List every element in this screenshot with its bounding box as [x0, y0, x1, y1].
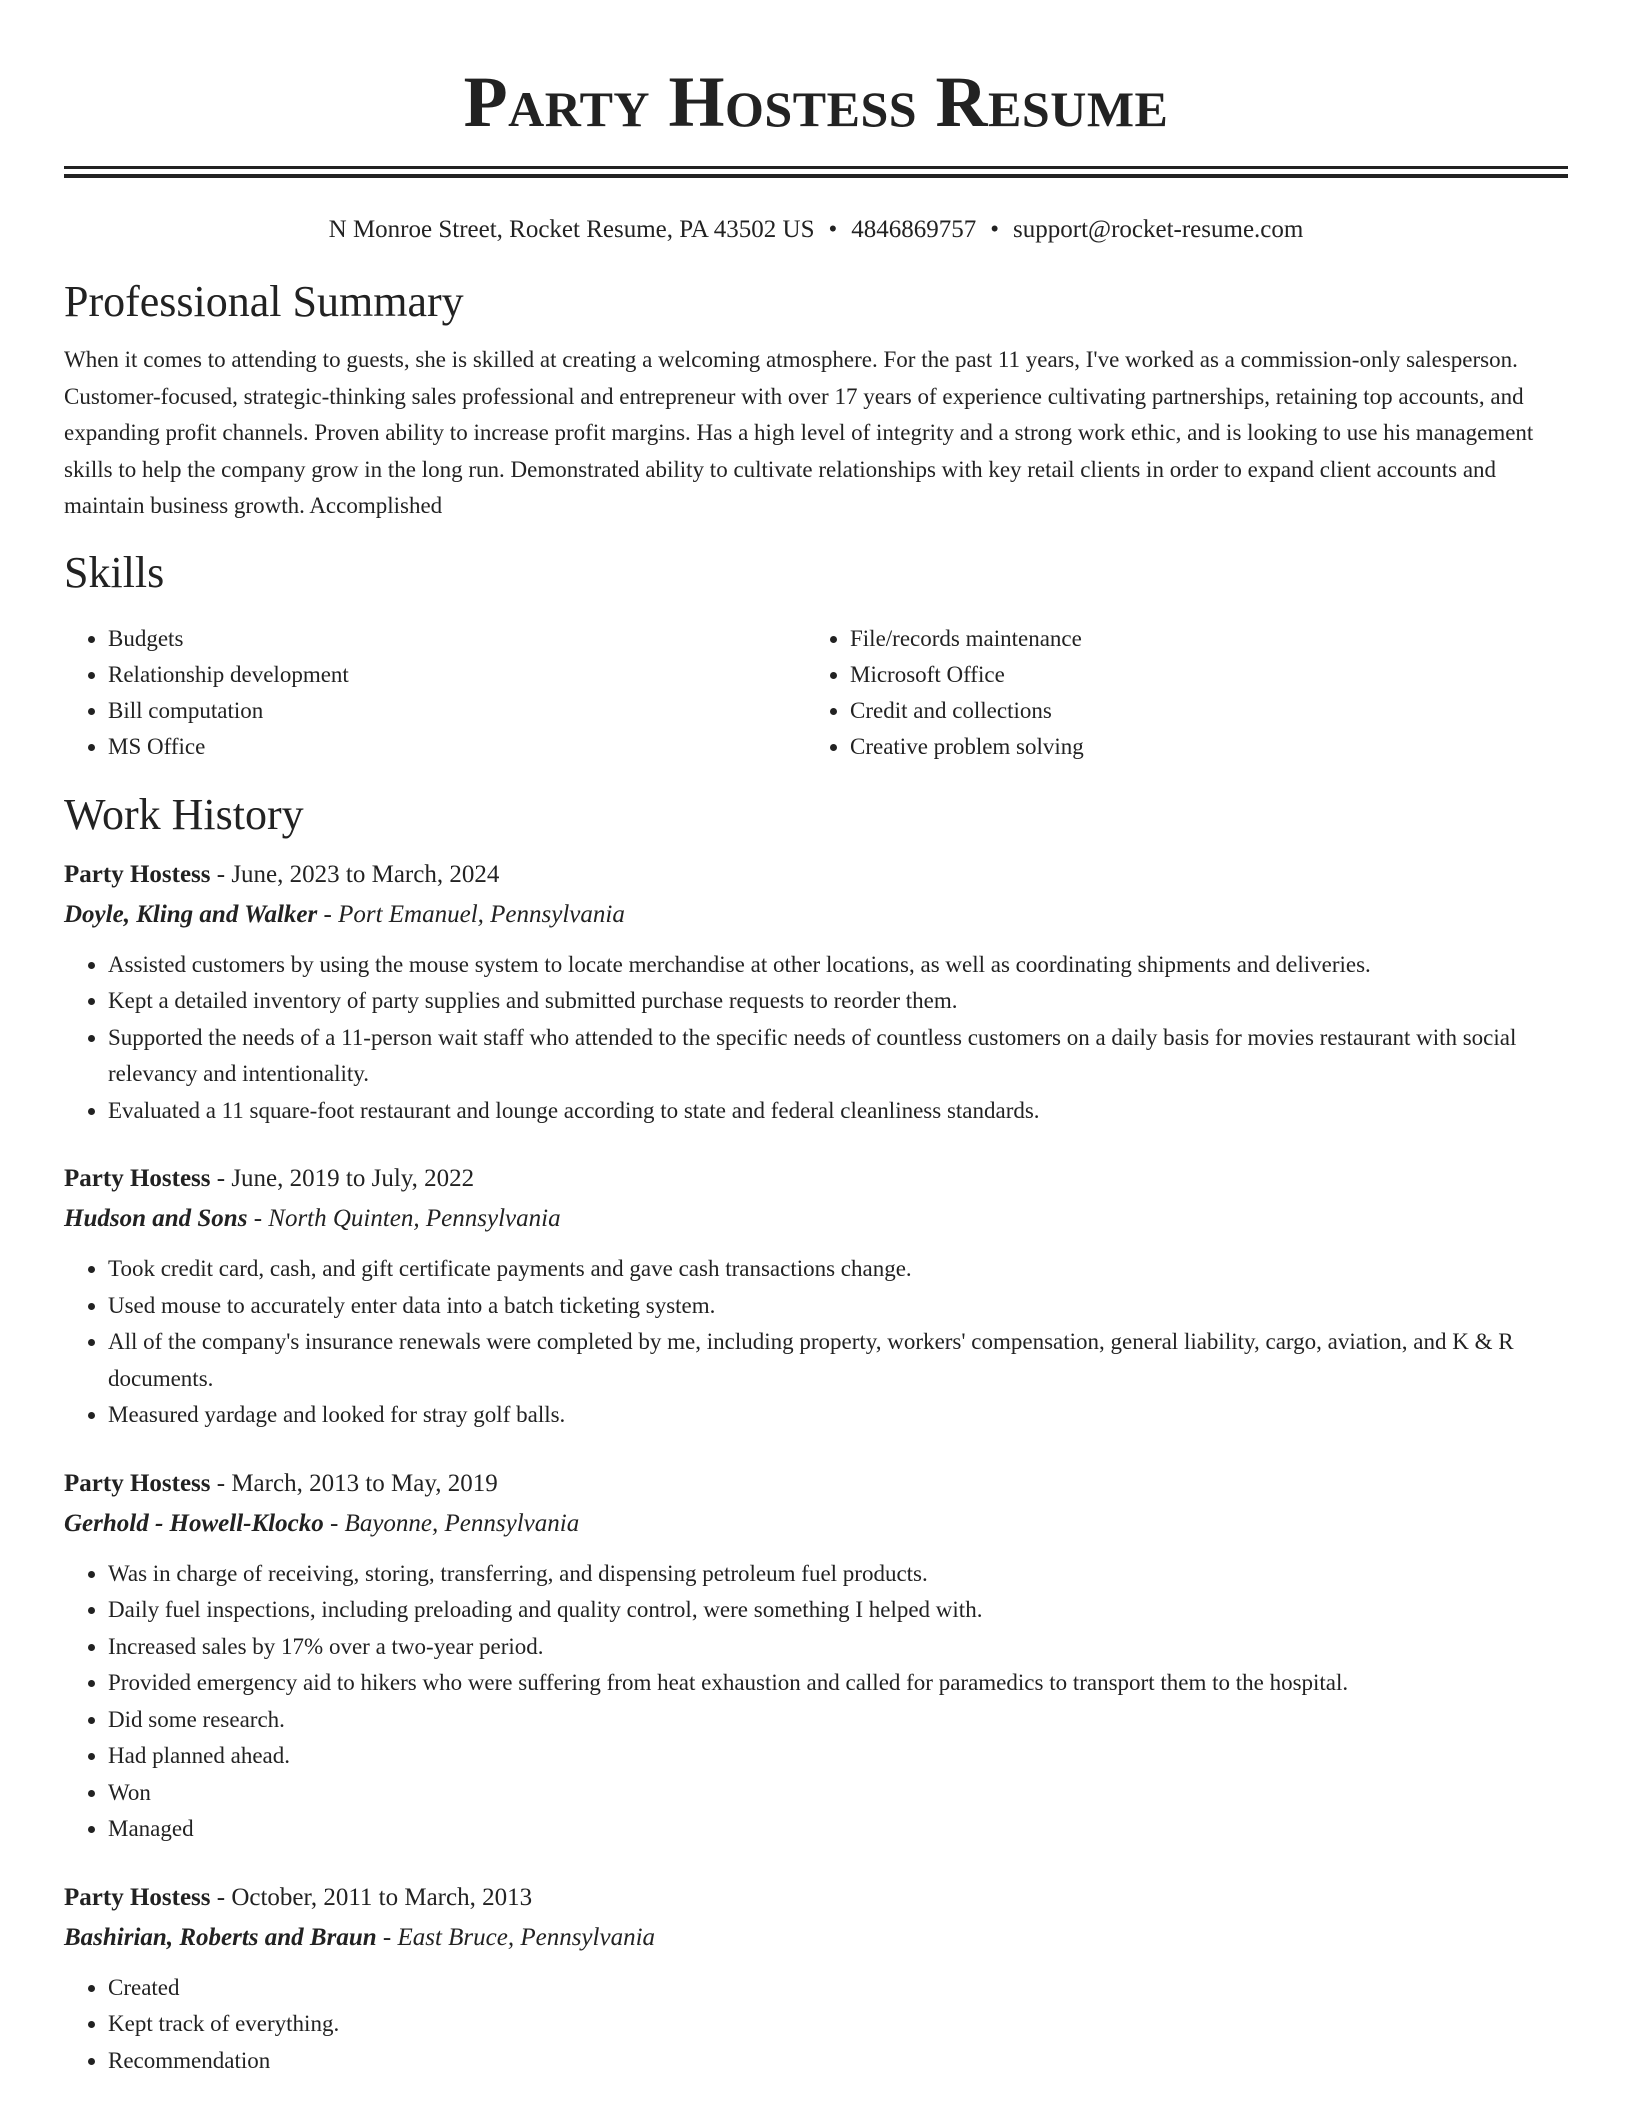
- job-title-line: [64, 855, 1568, 895]
- contact-phone: 4846869757: [851, 216, 977, 243]
- skill-item: • Creative problem solving: [850, 729, 1548, 765]
- title-rule-top: [64, 166, 1568, 169]
- title-rule-bottom: [64, 174, 1568, 178]
- job-bullet: • Daily fuel inspections, including preloading and quality control, were something I helped with.: [108, 1592, 1568, 1629]
- job-bullet: • Recommendation: [108, 2043, 1568, 2080]
- job-location: - Bayonne, Pennsylvania: [323, 1509, 580, 1537]
- contact-address: N Monroe Street, Rocket Resume, PA 43502 US: [328, 216, 815, 243]
- skill-item: • Credit and collections: [850, 693, 1548, 729]
- job-location: - North Quinten, Pennsylvania: [247, 1205, 561, 1232]
- job-company-line: [64, 1199, 1568, 1239]
- job-bullet: • Measured yardage and looked for stray golf balls.: [108, 1397, 1568, 1434]
- job-bullets: [64, 1556, 1568, 1848]
- job-title-line: [64, 1159, 1568, 1199]
- job-bullet: • Had planned ahead.: [108, 1738, 1568, 1775]
- job-bullet: • Kept track of everything.: [108, 2006, 1568, 2043]
- job-bullet: • Kept a detailed inventory of party supplies and submitted purchase requests to reorder them.: [108, 983, 1568, 1020]
- job-bullet: • All of the company's insurance renewals were completed by me, including property, workers' compensation, general liability, cargo, aviation, and K & R documents.: [108, 1324, 1568, 1397]
- job-entry: [64, 1159, 1568, 1434]
- job-entry: [64, 855, 1568, 1130]
- job-bullet: • Won: [108, 1775, 1568, 1812]
- job-dates: - March, 2013 to May, 2019: [210, 1469, 498, 1497]
- job-entry: [64, 1464, 1568, 1848]
- job-role: Party Hostess: [64, 1165, 211, 1192]
- job-company: Doyle, Kling and Walker: [64, 900, 318, 928]
- work-history-heading: Work History: [64, 789, 304, 839]
- skill-item: • Bill computation: [108, 693, 806, 729]
- job-bullet: • Supported the needs of a 11-person wait staff who attended to the specific needs of countless customers on a daily basis for movies restaurant with social relevancy and intentionality.: [108, 1020, 1568, 1093]
- resume-title: Party Hostess Resume: [463, 62, 1169, 142]
- skill-item: • Relationship development: [108, 657, 806, 693]
- job-location: - Port Emanuel, Pennsylvania: [317, 900, 625, 928]
- job-bullet: • Evaluated a 11 square-foot restaurant and lounge according to state and federal cleanliness standards.: [108, 1093, 1568, 1130]
- summary-heading: Professional Summary: [64, 277, 464, 326]
- job-company: Hudson and Sons: [64, 1205, 248, 1232]
- job-role: Party Hostess: [64, 860, 211, 888]
- job-dates: - June, 2023 to March, 2024: [210, 860, 500, 888]
- skill-item: • MS Office: [108, 729, 806, 765]
- job-company-line: [64, 1504, 1568, 1544]
- job-location: - East Bruce, Pennsylvania: [376, 1923, 656, 1951]
- job-title-line: [64, 1464, 1568, 1504]
- contact-separator: •: [828, 216, 838, 243]
- skill-item: • File/records maintenance: [850, 621, 1548, 657]
- skill-item: • Budgets: [108, 621, 806, 657]
- job-title-line: [64, 1878, 1568, 1918]
- skills-column-left: [64, 621, 806, 765]
- job-company-line: [64, 1918, 1568, 1958]
- job-bullet: • Assisted customers by using the mouse system to locate merchandise at other locations, as well as coordinating shipments and deliveries.: [108, 947, 1568, 984]
- job-bullets: [64, 947, 1568, 1130]
- contact-line: [64, 214, 1568, 246]
- skills-heading: Skills: [64, 547, 165, 597]
- job-role: Party Hostess: [64, 1469, 211, 1497]
- contact-email: support@rocket-resume.com: [1013, 216, 1304, 243]
- job-bullet: • Provided emergency aid to hikers who were suffering from heat exhaustion and called for paramedics to transport them to the hospital.: [108, 1665, 1568, 1702]
- job-bullet: • Created: [108, 1970, 1568, 2007]
- job-bullet: • Managed: [108, 1811, 1568, 1848]
- summary-text: When it comes to attending to guests, she is skilled at creating a welcoming atmosphere. For the past 11 years, I've worked as a commission-only salesperson. Customer-focused, strategic-thinking sales professional and entrepreneur with over 17 years of experience cultivating partnerships, retaining top accounts, and expanding profit channels. Proven ability to increase profit margins. Has a high level of integrity and a strong work ethic, and is looking to use his management skills to help the company grow in the long run. Demonstrated ability to cultivate relationships with key retail clients in order to expand client accounts and maintain business growth. Accomplished: [64, 347, 1534, 518]
- job-company-line: [64, 895, 1568, 935]
- job-company: Gerhold - Howell-Klocko: [64, 1509, 324, 1537]
- resume-page: [64, 0, 1568, 2079]
- job-bullets: [64, 1251, 1568, 1434]
- job-dates: - June, 2019 to July, 2022: [210, 1165, 475, 1192]
- job-bullet: • Was in charge of receiving, storing, transferring, and dispensing petroleum fuel products.: [108, 1556, 1568, 1593]
- job-company: Bashirian, Roberts and Braun: [64, 1923, 377, 1951]
- skill-item: • Microsoft Office: [850, 657, 1548, 693]
- job-bullets: [64, 1970, 1568, 2080]
- job-bullet: • Took credit card, cash, and gift certificate payments and gave cash transactions change.: [108, 1251, 1568, 1288]
- job-bullet: • Used mouse to accurately enter data into a batch ticketing system.: [108, 1288, 1568, 1325]
- skills-column-right: [806, 621, 1548, 765]
- contact-separator: •: [990, 216, 1000, 243]
- job-bullet: • Did some research.: [108, 1702, 1568, 1739]
- job-role: Party Hostess: [64, 1883, 211, 1911]
- job-entry: [64, 1878, 1568, 2080]
- job-bullet: • Increased sales by 17% over a two-year period.: [108, 1629, 1568, 1666]
- skills-list: [64, 621, 1568, 765]
- job-dates: - October, 2011 to March, 2013: [210, 1883, 533, 1911]
